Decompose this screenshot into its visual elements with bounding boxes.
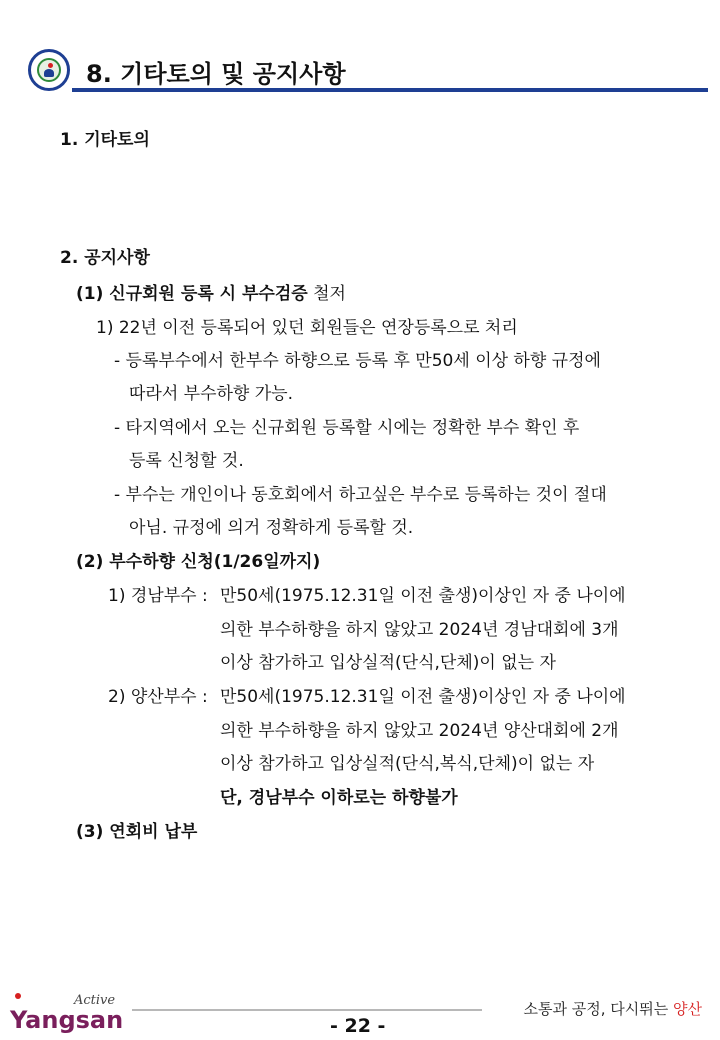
entry-1-line1: 만50세(1975.12.31일 이전 출생)이상인 자 중 나이에 <box>220 586 626 606</box>
footer-rule <box>132 1009 482 1011</box>
bullet-2-line2: 등록 신청할 것. <box>129 451 244 471</box>
slogan-highlight: 양산 <box>673 1000 702 1018</box>
logo-emblem <box>37 58 61 82</box>
item1-heading-rest: 철저 <box>307 284 346 304</box>
page-title: 8. 기타토의 및 공지사항 <box>86 60 346 88</box>
item1-sub1: 1) 22년 이전 등록되어 있던 회원들은 연장등록으로 처리 <box>96 318 518 338</box>
item3-heading: (3) 연회비 납부 <box>76 822 198 842</box>
bullet-3-line2: 아님. 규정에 의거 정확하게 등록할 것. <box>129 518 414 538</box>
logo-ball-icon <box>48 63 53 68</box>
brand-dot-icon <box>15 993 21 999</box>
entry-2-line1: 만50세(1975.12.31일 이전 출생)이상인 자 중 나이에 <box>220 687 626 707</box>
bullet-1-line2: 따라서 부수하향 가능. <box>129 384 294 404</box>
bullet-2-line1: - 타지역에서 오는 신규회원 등록할 시에는 정확한 부수 확인 후 <box>114 418 580 438</box>
title-underline <box>72 88 708 92</box>
section2-heading: 2. 공지사항 <box>60 248 150 268</box>
page-number: - 22 - <box>330 1015 386 1037</box>
brand-main-text: Yangsan <box>10 1006 124 1034</box>
item2-note: 단, 경남부수 이하로는 하향불가 <box>220 788 458 808</box>
active-yangsan-logo <box>6 988 136 1034</box>
entry-1-line3: 이상 참가하고 입상실적(단식,단체)이 없는 자 <box>220 653 556 673</box>
item2-heading: (2) 부수하향 신청(1/26일까지) <box>76 552 321 572</box>
entry-1-label: 1) 경남부수 : <box>108 586 208 606</box>
section1-heading: 1. 기타토의 <box>60 130 150 150</box>
entry-2-line2: 의한 부수하향을 하지 않았고 2024년 양산대회에 2개 <box>220 721 619 741</box>
slogan-main: 소통과 공정, 다시뛰는 <box>523 1000 674 1018</box>
bullet-3-line1: - 부수는 개인이나 동호회에서 하고싶은 부수로 등록하는 것이 절대 <box>114 485 607 505</box>
logo-player-icon <box>44 69 54 77</box>
bullet-1-line1: - 등록부수에서 한부수 하향으로 등록 후 만50세 이상 하향 규정에 <box>114 351 601 371</box>
brand-top-text: Active <box>74 993 116 1008</box>
entry-1-line2: 의한 부수하향을 하지 않았고 2024년 경남대회에 3개 <box>220 620 619 640</box>
entry-2-line3: 이상 참가하고 입상실적(단식,복식,단체)이 없는 자 <box>220 754 595 774</box>
entry-2-label: 2) 양산부수 : <box>108 687 208 707</box>
item1-heading-bold: (1) 신규회원 등록 시 부수검증 <box>76 284 308 304</box>
item1-heading <box>76 279 346 304</box>
association-logo <box>28 49 70 91</box>
footer-slogan <box>524 998 702 1019</box>
